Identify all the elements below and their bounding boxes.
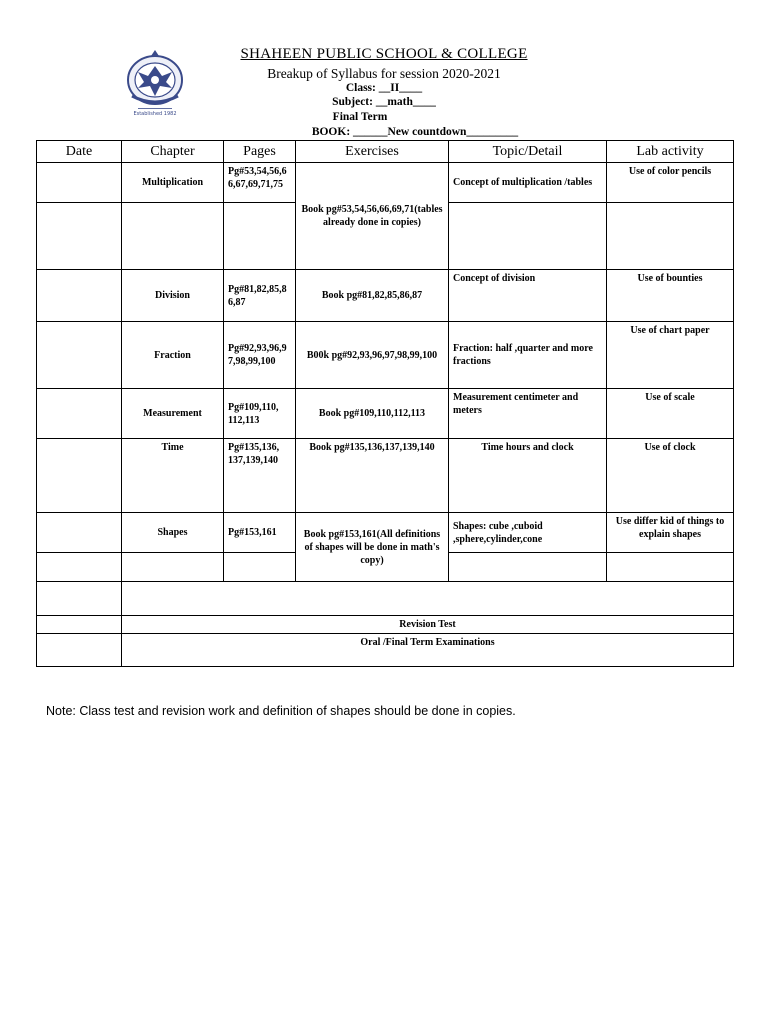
header-topic: Topic/Detail xyxy=(449,141,607,163)
table-row xyxy=(37,616,734,634)
date-cell xyxy=(37,582,122,616)
table-row xyxy=(37,163,734,203)
class-line: Class: __II____ xyxy=(345,82,423,94)
header-chapter: Chapter xyxy=(122,141,224,163)
topic-cell: Measurement centimeter and meters xyxy=(449,389,607,439)
exercises-cell: Book pg#109,110,112,113 xyxy=(296,389,449,439)
topic-cell: Concept of division xyxy=(449,270,607,322)
exams-cell: Oral /Final Term Examinations xyxy=(122,634,734,667)
chapter-cell: Time xyxy=(122,439,224,513)
lab-cell xyxy=(607,553,734,582)
footer-note: Note: Class test and revision work and definition of shapes should be done in copies. xyxy=(46,704,516,718)
date-cell xyxy=(37,439,122,513)
table-header-row xyxy=(37,141,734,163)
exercises-cell: Book pg#53,54,56,66,69,71(tables already done in copies) xyxy=(296,163,449,270)
lab-cell: Use of scale xyxy=(607,389,734,439)
table-row xyxy=(37,582,734,616)
header-pages: Pages xyxy=(224,141,296,163)
date-cell xyxy=(37,163,122,203)
revision-test-cell: Revision Test xyxy=(122,616,734,634)
date-cell xyxy=(37,553,122,582)
table-row xyxy=(37,270,734,322)
blank-cell xyxy=(122,582,734,616)
header-exercises: Exercises xyxy=(296,141,449,163)
topic-cell xyxy=(449,203,607,270)
pages-cell: Pg#92,93,96,97,98,99,100 xyxy=(224,322,296,389)
logo-caption: Established 1982 xyxy=(133,111,177,117)
lab-cell: Use of bounties xyxy=(607,270,734,322)
chapter-cell xyxy=(122,553,224,582)
topic-cell: Concept of multiplication /tables xyxy=(449,163,607,203)
pages-cell: Pg#109,110, 112,113 xyxy=(224,389,296,439)
exercises-cell: Book pg#135,136,137,139,140 xyxy=(296,439,449,513)
pages-cell: Pg#53,54,56,66,67,69,71,75 xyxy=(224,163,296,203)
school-name: SHAHEEN PUBLIC SCHOOL & COLLEGE xyxy=(240,46,528,62)
chapter-cell: Fraction xyxy=(122,322,224,389)
chapter-cell: Multiplication xyxy=(122,163,224,203)
table-row xyxy=(37,322,734,389)
syllabus-subtitle: Breakup of Syllabus for session 2020-2021 xyxy=(267,66,501,81)
date-cell xyxy=(37,203,122,270)
date-cell xyxy=(37,270,122,322)
pages-cell: Pg#135,136, 137,139,140 xyxy=(224,439,296,513)
exercises-cell: Book pg#81,82,85,86,87 xyxy=(296,270,449,322)
chapter-cell xyxy=(122,203,224,270)
term-line: Final Term xyxy=(332,111,388,123)
exercises-cell: B00k pg#92,93,96,97,98,99,100 xyxy=(296,322,449,389)
lab-cell: Use of chart paper xyxy=(607,322,734,389)
lab-cell xyxy=(607,203,734,270)
table-row xyxy=(37,513,734,553)
book-line: BOOK: ______New countdown_________ xyxy=(311,126,519,138)
date-cell xyxy=(37,513,122,553)
lab-cell: Use differ kid of things to explain shapes xyxy=(607,513,734,553)
table-row xyxy=(37,439,734,513)
topic-cell: Time hours and clock xyxy=(449,439,607,513)
chapter-cell: Division xyxy=(122,270,224,322)
topic-cell: Shapes: cube ,cuboid ,sphere,cylinder,cone xyxy=(449,513,607,553)
topic-cell: Fraction: half ,quarter and more fractions xyxy=(449,322,607,389)
table-row xyxy=(37,634,734,667)
exercises-cell: Book pg#153,161(All definitions of shapes will be done in math's copy) xyxy=(296,513,449,582)
syllabus-table xyxy=(36,140,734,667)
pages-cell xyxy=(224,553,296,582)
date-cell xyxy=(37,616,122,634)
pages-cell: Pg#153,161 xyxy=(224,513,296,553)
table-row xyxy=(37,389,734,439)
chapter-cell: Shapes xyxy=(122,513,224,553)
date-cell xyxy=(37,389,122,439)
subject-line: Subject: __math____ xyxy=(332,96,436,108)
date-cell xyxy=(37,322,122,389)
lab-cell: Use of clock xyxy=(607,439,734,513)
lab-cell: Use of color pencils xyxy=(607,163,734,203)
chapter-cell: Measurement xyxy=(122,389,224,439)
header-date: Date xyxy=(37,141,122,163)
topic-cell xyxy=(449,553,607,582)
pages-cell: Pg#81,82,85,86,87 xyxy=(224,270,296,322)
pages-cell xyxy=(224,203,296,270)
header-lab: Lab activity xyxy=(607,141,734,163)
date-cell xyxy=(37,634,122,667)
